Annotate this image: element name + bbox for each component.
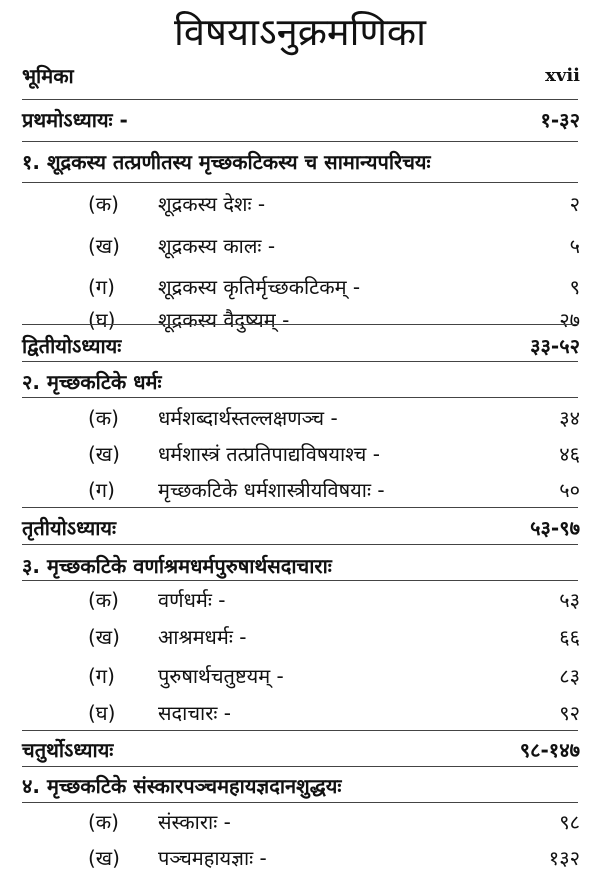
toc-entry-page: xvii [545,65,580,86]
toc-item [0,656,600,696]
chapter-label: चतुर्थोऽध्यायः [22,738,114,762]
item-letter: (ख) [88,846,120,870]
item-title: शूद्रकस्य कालः - [158,234,276,258]
item-letter: (घ) [88,701,116,725]
toc-item [0,434,600,474]
item-page: ५० [559,478,580,502]
divider [22,182,578,183]
item-page: ९२ [559,701,580,725]
item-page: २ [569,192,580,216]
toc-item [0,398,600,438]
item-title: धर्मशब्दार्थस्तल्लक्षणञ्च - [158,406,338,430]
toc-item [0,617,600,657]
item-page: १३२ [548,846,580,870]
item-title: पुरुषार्थचतुष्टयम् - [158,664,284,688]
toc-entry-label: भूमिका [22,64,74,88]
item-page: ९ [569,275,580,299]
item-title: शूद्रकस्य देशः - [158,192,266,216]
item-title: सदाचारः - [158,701,231,725]
item-letter: (क) [88,406,119,430]
chapter-page-range: १-३२ [540,108,580,132]
item-letter: (क) [88,588,119,612]
section-heading [0,142,600,182]
item-letter: (ख) [88,625,120,649]
item-title: मृच्छकटिके धर्मशास्त्रीयविषयाः - [158,478,385,502]
item-page: ३४ [559,406,580,430]
item-page: ९८ [559,810,580,834]
section-label: ३. मृच्छकटिके वर्णाश्रमधर्मपुरुषार्थसदाचाराः [22,554,332,578]
item-letter: (ख) [88,234,120,258]
chapter-heading [0,730,600,770]
page-title: विषयाऽनुक्रमणिका [174,10,426,54]
chapter-heading [0,508,600,548]
item-letter: (ख) [88,442,120,466]
item-letter: (क) [88,192,119,216]
item-page: ५३ [559,588,580,612]
item-title: पञ्चमहायज्ञाः - [158,846,267,870]
chapter-label: द्वितीयोऽध्यायः [22,334,122,358]
toc-item [0,226,600,266]
section-label: २. मृच्छकटिके धर्मः [22,370,162,394]
toc-item [0,184,600,224]
item-title: धर्मशास्त्रं तत्प्रतिपाद्यविषयाश्च - [158,442,380,466]
item-letter: (घ) [88,308,116,332]
chapter-heading [0,100,600,140]
toc-item [0,802,600,842]
item-title: शूद्रकस्य वैदुष्यम् - [158,308,290,332]
chapter-label: तृतीयोऽध्यायः [22,516,117,540]
toc-item [0,470,600,510]
item-letter: (क) [88,810,119,834]
item-page: ८३ [559,664,580,688]
chapter-page-range: ५३-९७ [530,516,580,540]
item-title: आश्रमधर्मः - [158,625,247,649]
section-heading [0,766,600,806]
chapter-page-range: ३३-५२ [530,334,580,358]
item-title: वर्णधर्मः - [158,588,226,612]
item-page: ५ [569,234,580,258]
item-letter: (ग) [88,275,115,299]
toc-item [0,838,600,878]
item-page: ४६ [559,442,580,466]
toc-entry-bhumika [0,56,600,96]
section-heading [0,362,600,402]
item-letter: (ग) [88,478,115,502]
chapter-heading [0,326,600,366]
item-letter: (ग) [88,664,115,688]
toc-item [0,580,600,620]
item-page: ६६ [559,625,580,649]
divider [22,544,578,545]
chapter-label: प्रथमोऽध्यायः - [22,108,128,132]
chapter-page-range: ९८-१४७ [519,738,580,762]
item-page: २७ [559,308,580,332]
item-title: शूद्रकस्य कृतिर्मृच्छकटिकम् - [158,275,361,299]
item-title: संस्काराः - [158,810,231,834]
section-label: १. शूद्रकस्य तत्प्रणीतस्य मृच्छकटिकस्य च सामान्यपरिचयः [22,150,431,174]
divider [22,324,578,325]
toc-item [0,693,600,733]
section-label: ४. मृच्छकटिके संस्कारपञ्चमहायज्ञदानशुद्धयः [22,774,342,798]
